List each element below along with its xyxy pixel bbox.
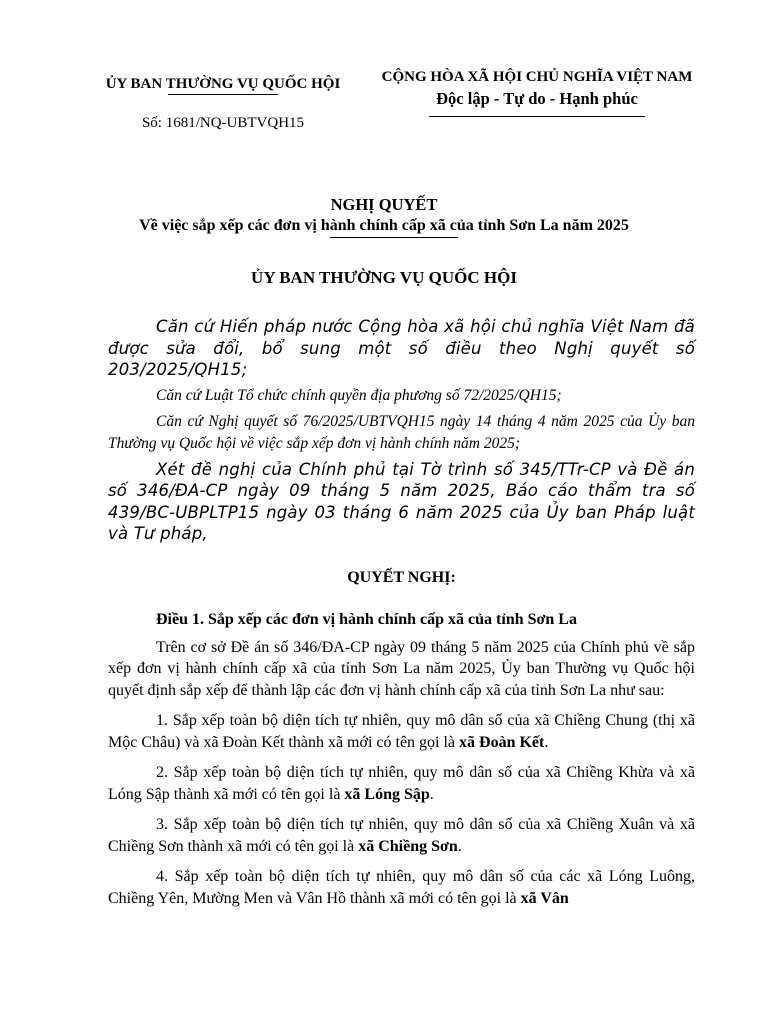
consideration-clause: Xét đề nghị của Chính phủ tại Tờ trình số 345/TTr-CP và Đề án số 346/ĐA-CP ngày 09 tháng 5 năm 2025, Báo cáo thẩm tra số 439/BC-UBPLTP15 ngày 03 tháng 6 năm 2025 của Ủy ban Pháp luật và Tư pháp, [108, 459, 695, 543]
national-motto: Độc lập - Tự do - Hạnh phúc [436, 89, 638, 108]
document-body [108, 316, 695, 909]
national-title: CỘNG HÒA XÃ HỘI CHỦ NGHĨA VIỆT NAM [381, 69, 693, 85]
header-right [368, 66, 706, 117]
article-1-item [108, 710, 695, 753]
document-number: Số: 1681/NQ-UBTVQH15 [141, 115, 305, 131]
issuing-organization: ỦY BAN THƯỜNG VỤ QUỐC HỘI [105, 76, 341, 92]
article-1-intro: Trên cơ sở Đề án số 346/ĐA-CP ngày 09 tháng 5 năm 2025 của Chính phủ về sắp xếp đơn vị hành chính cấp xã của tỉnh Sơn La năm 2025, Ủy ban Thường vụ Quốc hội quyết định sắp xếp để thành lập các đơn vị hành chính cấp xã của tỉnh Sơn La như sau: [108, 638, 695, 699]
item-text: 2. Sắp xếp toàn bộ diện tích tự nhiên, quy mô dân số của xã Chiềng Khừa và xã Lóng Sập thành xã mới có tên gọi là [108, 764, 695, 803]
motto-underline [429, 116, 645, 117]
item-end: . [544, 733, 549, 751]
item-end: . [429, 785, 434, 803]
new-commune-name: xã Lóng Sập [344, 785, 430, 803]
basis-constitution: Căn cứ Hiến pháp nước Cộng hòa xã hội chủ nghĩa Việt Nam đã được sửa đổi, bổ sung một số điều theo Nghị quyết số 203/2025/QH15; [108, 317, 695, 379]
article-1-heading: Điều 1. Sắp xếp các đơn vị hành chính cấp xã của tỉnh Sơn La [156, 610, 577, 628]
item-text: 4. Sắp xếp toàn bộ diện tích tự nhiên, quy mô dân số của các xã Lóng Luông, Chiềng Yên, Mường Men và Vân Hồ thành xã mới có tên gọi là [108, 868, 695, 907]
title-underline [330, 237, 458, 238]
document-title: Về việc sắp xếp các đơn vị hành chính cấp xã của tỉnh Sơn La năm 2025 [139, 217, 629, 234]
new-commune-name: xã Chiềng Sơn [358, 837, 458, 855]
basis-resolution-76: Căn cứ Nghị quyết số 76/2025/UBTVQH15 ngày 14 tháng 4 năm 2025 của Ủy ban Thường vụ Quốc hội về việc sắp xếp đơn vị hành chính năm 2025; [108, 412, 695, 452]
item-text: 3. Sắp xếp toàn bộ diện tích tự nhiên, quy mô dân số của xã Chiềng Xuân và xã Chiềng Sơn thành xã mới có tên gọi là [108, 816, 695, 855]
article-1-item [108, 762, 695, 805]
basis-local-government-law: Căn cứ Luật Tổ chức chính quyền địa phương số 72/2025/QH15; [156, 386, 562, 404]
new-commune-name: xã Đoàn Kết [459, 733, 545, 751]
item-text: 1. Sắp xếp toàn bộ diện tích tự nhiên, quy mô dân số của xã Chiềng Chung (thị xã Mộc Châu) và xã Đoàn Kết thành xã mới có tên gọi là [108, 712, 695, 751]
document-type: NGHỊ QUYẾT [330, 195, 438, 214]
new-commune-name: xã Vân [520, 889, 569, 907]
article-1-item [108, 814, 695, 857]
decision-heading: QUYẾT NGHỊ: [347, 568, 456, 586]
article-1-item [108, 866, 695, 909]
item-end: . [457, 837, 462, 855]
header-left [78, 72, 368, 133]
issuer-heading: ỦY BAN THƯỜNG VỤ QUỐC HỘI [251, 268, 517, 287]
